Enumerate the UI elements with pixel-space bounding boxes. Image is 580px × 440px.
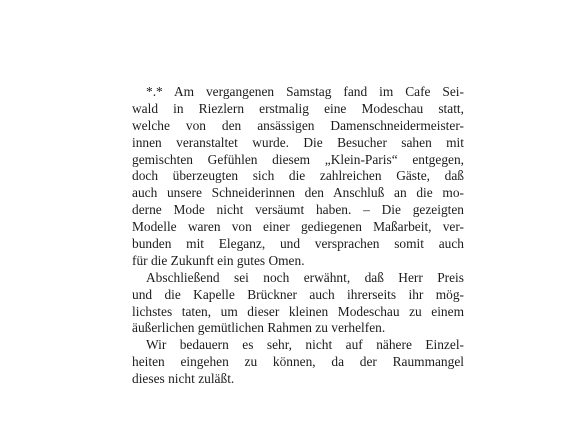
text-line: äußerlichen gemütlichen Rahmen zu verhelfen. (132, 320, 386, 336)
text-line: Abschließend sei noch erwähnt, daß Herr Preis (146, 269, 464, 285)
text-line: Wir bedauern es sehr, nicht auf nähere Einzel- (146, 337, 464, 353)
text-line: doch überzeugten sich die zahlreichen Gäste, daß (132, 168, 464, 184)
text-line: gemischten Gefühlen diesem „Klein-Paris“ entgegen, (132, 151, 464, 167)
text-line: für die Zukunft ein gutes Omen. (132, 252, 305, 268)
text-line: heiten eingehen zu können, da der Raummangel (132, 354, 464, 370)
text-line: dieses nicht zuläßt. (132, 371, 235, 387)
text-line: *.* Am vergangenen Samstag fand im Cafe Sei- (146, 84, 464, 99)
newspaper-clipping (132, 84, 464, 388)
paragraph-3 (132, 337, 464, 388)
text-line: bunden mit Eleganz, und versprachen somit auch (132, 236, 464, 252)
text-line: derne Mode nicht versäumt haben. – Die gezeigten (132, 202, 464, 218)
text-line: und die Kapelle Brückner auch ihrerseits ihr mög- (132, 286, 464, 302)
text-line: lichstes taten, um dieser kleinen Modeschau zu einem (132, 303, 464, 319)
text-line: wald in Riezlern erstmalig eine Modeschau statt, (132, 100, 464, 116)
text-line: welche von den ansässigen Damenschneidermeister- (132, 117, 464, 133)
text-line: Modelle waren von einer gediegenen Maßarbeit, ver- (132, 219, 464, 235)
paragraph-1 (132, 84, 464, 270)
paragraph-2 (132, 270, 464, 338)
text-line: innen veranstaltet wurde. Die Besucher sahen mit (132, 134, 464, 150)
text-line: auch unsere Schneiderinnen den Anschluß an die mo- (132, 185, 464, 201)
